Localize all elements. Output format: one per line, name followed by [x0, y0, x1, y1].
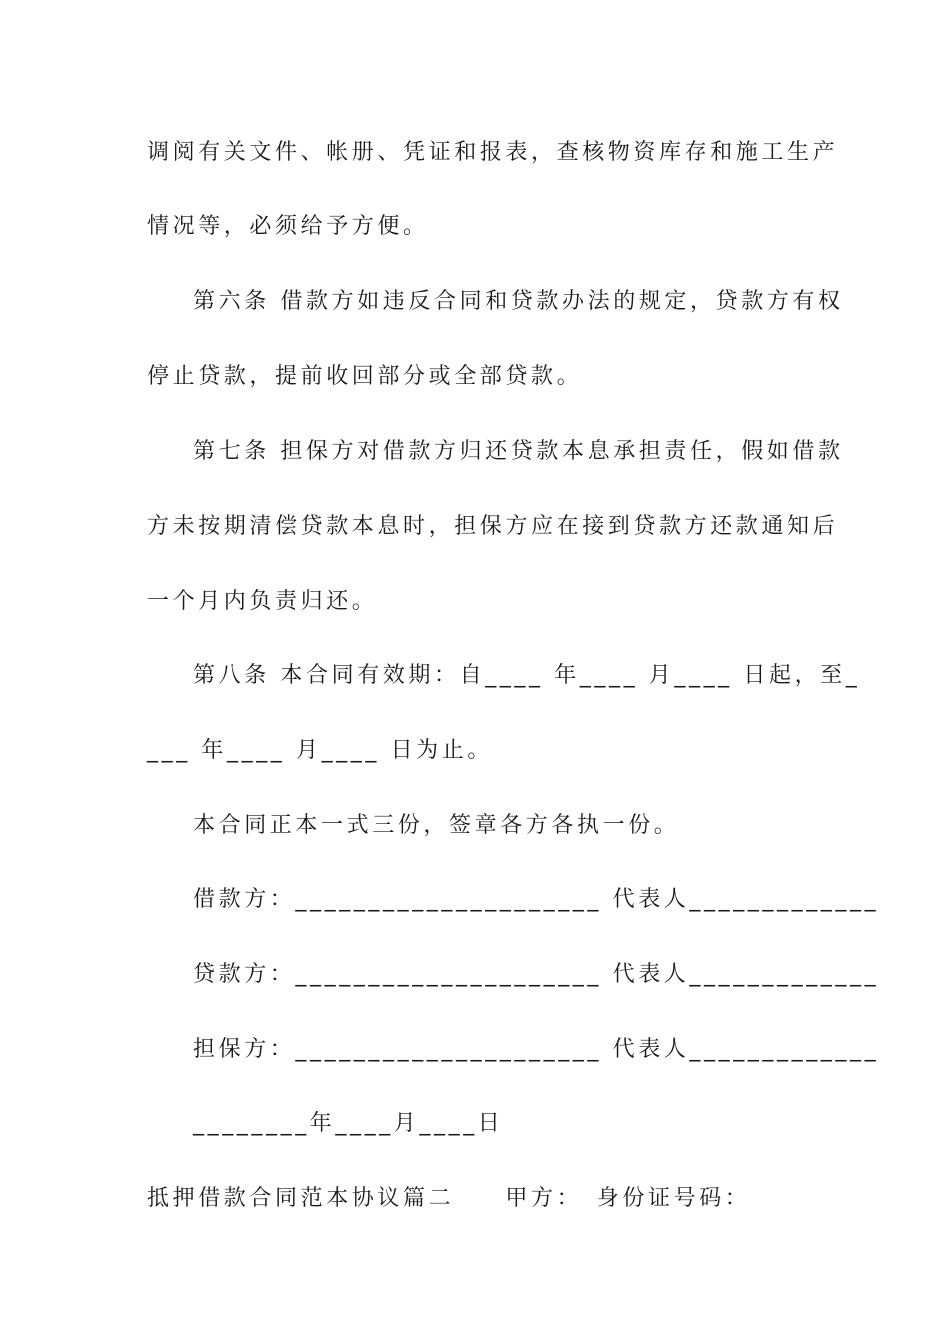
guarantor-signature-line: 担保方：_____________________ 代表人_____________: [193, 1037, 880, 1062]
lender-signature-line: 贷款方：_____________________ 代表人_____________: [193, 962, 880, 987]
copies-clause: 本合同正本一式三份，签章各方各执一份。: [193, 813, 680, 838]
text-line-2: 情况等，必须给予方便。: [147, 214, 429, 239]
article-8-line-2: ___ 年____ 月____ 日为止。: [147, 738, 493, 763]
section-heading-line: 抵押借款合同范本协议篇二 甲方： 身份证号码：: [147, 1186, 751, 1211]
article-7-line-3: 一个月内负责归还。: [147, 589, 378, 614]
article-7-line-1: 第七条 担保方对借款方归还贷款本息承担责任，假如借款: [193, 439, 844, 464]
borrower-signature-line: 借款方：_____________________ 代表人_____________: [193, 887, 880, 912]
date-line: ________年____月____日: [193, 1111, 504, 1136]
text-line-1: 调阅有关文件、帐册、凭证和报表，查核物资库存和施工生产: [147, 140, 839, 165]
article-6-line-2: 停止贷款，提前收回部分或全部贷款。: [147, 364, 583, 389]
article-7-line-2: 方未按期清偿贷款本息时，担保方应在接到贷款方还款通知后: [147, 514, 839, 539]
article-8-line-1: 第八条 本合同有效期：自____ 年____ 月____ 日起，至_: [193, 663, 861, 688]
article-6-line-1: 第六条 借款方如违反合同和贷款办法的规定，贷款方有权: [193, 289, 844, 314]
